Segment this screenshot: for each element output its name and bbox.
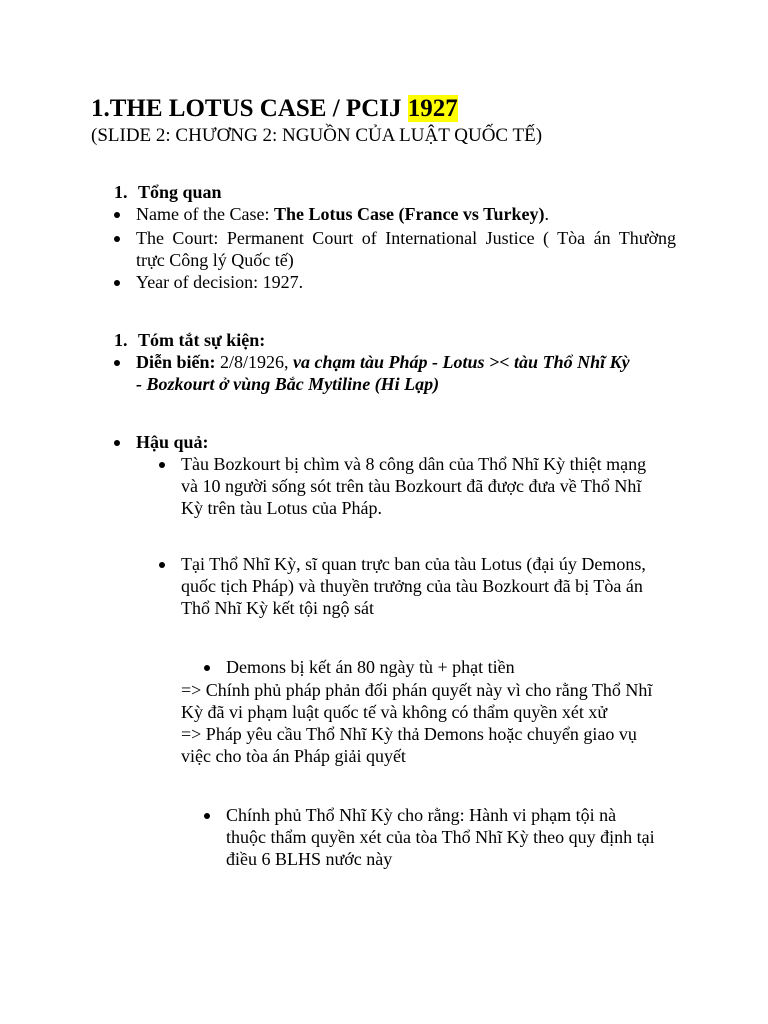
section-2-title: Tóm tắt sự kiện: (138, 330, 266, 350)
consequence-line1: => Chính phủ pháp phản đối phán quyết này vì cho rằng Thổ Nhĩ (181, 680, 653, 700)
bullet-icon (114, 440, 120, 446)
bullet-icon (204, 665, 210, 671)
bullet-icon (114, 360, 120, 366)
court-item-line1: The Court: Permanent Court of International Justice ( Tòa án Thường (136, 228, 676, 248)
case-name-suffix: . (544, 204, 549, 224)
section-1-number: 1. (114, 182, 128, 202)
hau-qua-item1-line2: và 10 người sống sót trên tàu Bozkourt đã được đưa về Thổ Nhĩ (181, 476, 642, 496)
title-year-highlight: 1927 (407, 95, 458, 122)
case-name-label: Name of the Case: (136, 204, 274, 224)
hau-qua-item2-line2: quốc tịch Pháp) và thuyền trưởng của tàu Bozkourt đã bị Tòa án (181, 576, 643, 596)
hau-qua-item1-line1: Tàu Bozkourt bị chìm và 8 công dân của Thổ Nhĩ Kỳ thiệt mạng (181, 454, 647, 474)
dien-bien-text: va chạm tàu Pháp - Lotus >< tàu Thổ Nhĩ Kỳ (293, 352, 630, 372)
dien-bien-line1 (136, 351, 630, 373)
hau-qua-item4-line2: thuộc thẩm quyền xét của tòa Thổ Nhĩ Kỳ theo quy định tại (226, 827, 655, 847)
section-1-heading (114, 181, 222, 203)
section-1-title: Tổng quan (138, 182, 222, 202)
section-2-number: 1. (114, 330, 128, 350)
hau-qua-item1-line3: Kỳ trên tàu Lotus của Pháp. (181, 498, 382, 518)
section-2-heading (114, 329, 265, 351)
hau-qua-label: Hậu quả: (136, 432, 209, 452)
bullet-icon (114, 280, 120, 286)
year-item: Year of decision: 1927. (136, 272, 304, 292)
page-subtitle: (SLIDE 2: CHƯƠNG 2: NGUỒN CỦA LUẬT QUỐC TẾ) (91, 125, 543, 146)
bullet-icon (204, 813, 210, 819)
consequence-line3: => Pháp yêu cầu Thổ Nhĩ Kỳ thả Demons hoặc chuyển giao vụ (181, 724, 637, 744)
dien-bien-date: 2/8/1926, (215, 352, 294, 372)
bullet-icon (114, 236, 120, 242)
bullet-icon (159, 462, 165, 468)
consequence-line2: Kỳ đã vi phạm luật quốc tế và không có thẩm quyền xét xử (181, 702, 608, 722)
hau-qua-item2-line3: Thổ Nhĩ Kỳ kết tội ngộ sát (181, 598, 374, 618)
page-title (91, 94, 458, 124)
title-prefix: 1.THE LOTUS CASE / PCIJ (91, 95, 408, 122)
dien-bien-line2: - Bozkourt ở vùng Bắc Mytiline (Hi Lạp) (136, 374, 440, 394)
bullet-icon (114, 212, 120, 218)
hau-qua-item2-line1: Tại Thổ Nhĩ Kỳ, sĩ quan trực ban của tàu Lotus (đại úy Demons, (181, 554, 646, 574)
dien-bien-label: Diễn biến: (136, 352, 216, 372)
hau-qua-item3: Demons bị kết án 80 ngày tù + phạt tiền (226, 657, 515, 677)
hau-qua-item4-line1: Chính phủ Thổ Nhĩ Kỳ cho rằng: Hành vi phạm tội nà (226, 805, 617, 825)
consequence-line4: việc cho tòa án Pháp giải quyết (181, 746, 406, 766)
bullet-icon (159, 562, 165, 568)
case-name-value: The Lotus Case (France vs Turkey) (273, 204, 545, 224)
court-item-line2: trực Công lý Quốc tế) (136, 250, 294, 270)
case-name-item (136, 203, 549, 225)
hau-qua-item4-line3: điều 6 BLHS nước này (226, 849, 393, 869)
